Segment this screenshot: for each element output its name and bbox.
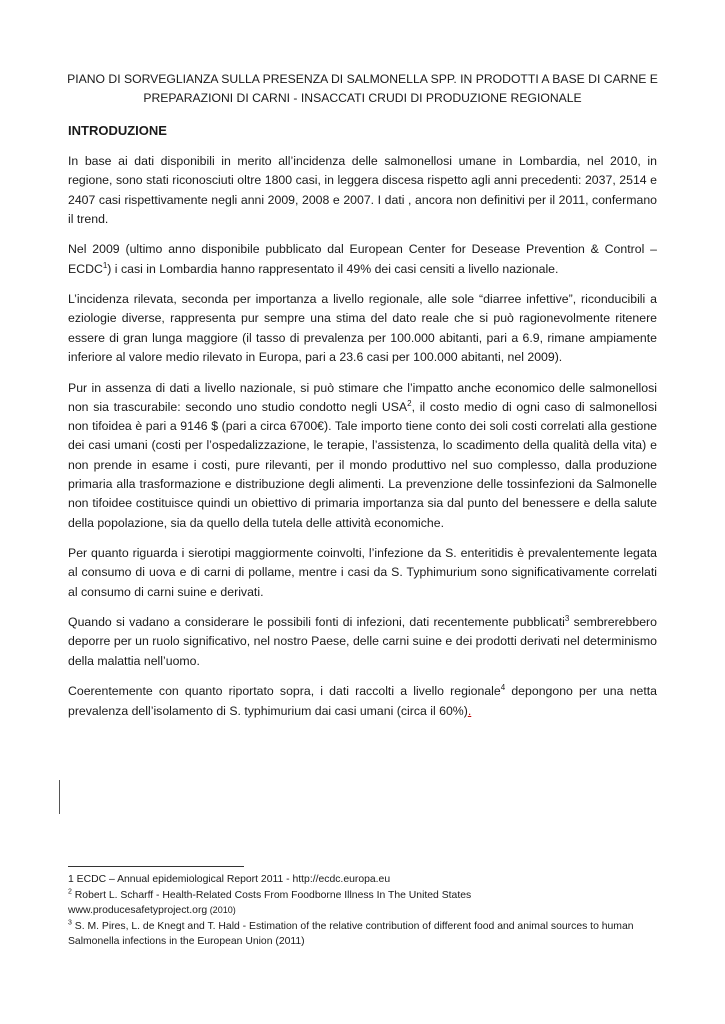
paragraph-2-text-a: Nel 2009 (ultimo anno disponibile pubblicato dal European Center for Desease Prevention & Control – ECDC	[68, 242, 657, 276]
paragraph-2	[68, 240, 657, 279]
paragraph-7-text-a: Coerentemente con quanto riportato sopra, i dati raccolti a livello regionale	[68, 684, 501, 699]
paragraph-5: Per quanto riguarda i sierotipi maggiormente coinvolti, l’infezione da S. enteritidis è prevalentemente legata al consumo di uova e di carni di pollame, mentre i casi da S. Typhimurium sono significativamente correlati al consumo di carni suine e derivati.	[68, 546, 657, 599]
footnote-2-link[interactable]: www.producesafetyproject.org	[68, 905, 208, 917]
footnote-ref-3: 3	[564, 614, 570, 624]
footnote-ref-2: 2	[407, 398, 412, 408]
paragraph-6-text-b: sembrerebbero deporre per un ruolo significativo, nel nostro Paese, delle carni suine e dei prodotti derivati nel determinismo della malattia nell’uomo.	[68, 615, 657, 668]
body-text	[68, 152, 657, 732]
footnote-3-text: S. M. Pires, L. de Knegt and T. Hald - Estimation of the relative contribution of different food and animal sources to human Salmonella infections in the European Union (2011)	[68, 920, 634, 948]
footnote-ref-4: 4	[500, 683, 506, 693]
revision-mark: .	[467, 703, 472, 718]
footnote-2-continued	[68, 903, 668, 919]
title-line-1: PIANO DI SORVEGLIANZA SULLA PRESENZA DI SALMONELLA SPP. IN PRODOTTI A BASE DI CARNE E	[67, 72, 658, 86]
footnote-2-number: 2	[68, 888, 72, 896]
section-heading: INTRODUZIONE	[68, 123, 167, 138]
paragraph-7	[68, 682, 657, 721]
paragraph-4-text-a: Pur in assenza di dati a livello nazionale, si può stimare che l’impatto anche economico delle salmonellosi non sia trascurabile: secondo uno studio condotto negli USA	[68, 380, 657, 414]
footnote-2	[68, 888, 668, 904]
paragraph-1: In base ai dati disponibili in merito all’incidenza delle salmonellosi umane in Lombardia, nel 2010, in regione, sono stati riconosciuti oltre 1800 casi, in leggera discesa rispetto agli anni precedenti: 2037, 2514 e 2407 casi rispettivamente negli anni 2009, 2008 e 2007. I dati , ancora non definitivi per il 2011, confermano il trend.	[68, 154, 657, 226]
document-title	[60, 70, 665, 108]
paragraph-2-text-b: ) i casi in Lombardia hanno rappresentato il 49% dei casi censiti a livello nazionale.	[107, 261, 559, 276]
paragraph-4	[68, 379, 657, 533]
change-bar	[59, 780, 60, 814]
footnote-ref-1: 1	[102, 260, 108, 270]
footnote-3	[68, 919, 668, 950]
footnote-2-text: Robert L. Scharff - Health-Related Costs From Foodborne Illness In The United States	[71, 889, 472, 901]
paragraph-6	[68, 613, 657, 671]
paragraph-4-text-b: , il costo medio di ogni caso di salmonellosi non tifoidea è pari a 9146 $ (pari a circa 6700€). Tale importo tiene conto dei soli costi correlati alla gestione dei casi umani (costi per l’ospedalizzazione, le terapie, l’assistenza, lo scadimento della qualità della vita) e non prende in esame i costi, pure rilevanti, per il mondo produttivo nel suo complesso, dalla produzione primaria alla trasformazione e distribuzione degli alimenti. La prevenzione delle tossinfezioni da Salmonelle non tifoidee costituisce quindi un obiettivo di primaria importanza sia dal punto del benessere e della salute della popolazione, sia da quello della tutela delle attività economiche.	[68, 399, 658, 530]
paragraph-3: L’incidenza rilevata, seconda per importanza a livello regionale, alle sole “diarree infettive”, riconducibili a eziologie diverse, rappresenta pur sempre una stima del dato reale che si può ragionevolmente ritenere essere di gran lunga maggiore (il tasso di prevalenza per 100.000 abitanti, pari a 6.9, rimane ampiamente inferiore al valore medio rilevato in Europa, pari a 23.6 casi per 100.000 abitanti, nel 2009).	[68, 292, 657, 365]
footnote-separator	[68, 866, 244, 867]
footnote-1: 1 ECDC – Annual epidemiological Report 2011 - http://ecdc.europa.eu	[68, 874, 391, 885]
paragraph-6-text-a: Quando si vadano a considerare le possibili fonti di infezioni, dati recentemente pubblicati	[68, 615, 565, 630]
paragraph-7-text-b: depongono per una netta prevalenza dell’isolamento di S. typhimurium dai casi umani (circa il 60%)	[68, 684, 657, 718]
footnote-3-number: 3	[68, 919, 72, 927]
footnote-2-year: (2010)	[207, 905, 236, 916]
footnotes	[68, 872, 668, 950]
title-line-2: PREPARAZIONI DI CARNI - INSACCATI CRUDI DI PRODUZIONE REGIONALE	[143, 91, 582, 105]
